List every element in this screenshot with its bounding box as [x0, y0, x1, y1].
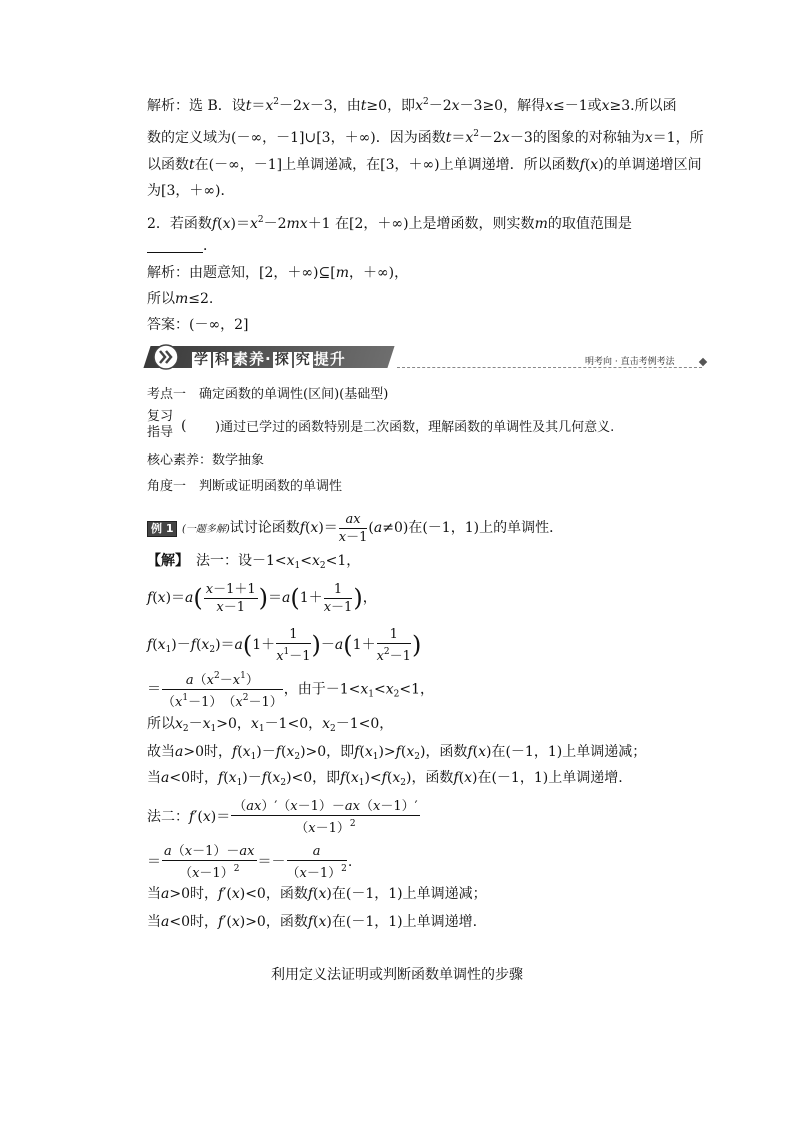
kaodian-title: 考点一 确定函数的单调性(区间)(基础型) [147, 387, 389, 402]
banner-subtitle: 明考向 · 直击考例考法 [585, 357, 675, 367]
review-label-1: 复习 [147, 409, 174, 424]
diamond-icon [699, 358, 707, 366]
equation-1: f(x)＝a( $\frac{x-1+1}{x-1}$ )＝a(1＋ $\frac{1}{x-1}$ )， [147, 581, 377, 615]
deriv-negative: 当a<0时，f′(x)>0，函数f(x)在(－1，1)上单调递增. [147, 914, 478, 930]
solution1-line2: 数的定义域为(－∞，－1]∪[3，＋∞)．因为函数$t=x^2-2x-3$的图象的对称轴为x＝1，所 [147, 129, 704, 146]
banner-title: 学 科 素养· 探 究 提升 [194, 350, 346, 368]
double-chevron-icon [153, 344, 179, 370]
method2: 法二：f′(x)＝ $\frac{(ax)'(x-1)-ax(x-1)'}{(x-1)^2}$ [147, 798, 418, 836]
example-1: 例 1 (一题多解)试讨论函数f(x)＝ $\frac{ax}{x-1}$ (a≠0)在(－1，1)上的单调性． [147, 510, 563, 548]
case-negative: 当a<0时，$f(x_1)-f(x_2)<0$，即$f(x_1)<f(x_2)$，函数f(x)在(－1，1)上单调递增. [147, 770, 623, 788]
angle-title: 角度一 判断或证明函数的单调性 [147, 479, 343, 494]
example-badge: 例 1 [147, 521, 177, 537]
case-positive: 故当a>0时，$f(x_1)-f(x_2)>0$，即$f(x_1)>f(x_2)$，函数f(x)在(－1，1)上单调递减； [147, 744, 647, 762]
solution1-line1: 解析：选 B．设$t=x^2-2x-3$，由t≥0，即$x^2-2x-3\ge 0$，解得x≤－1或x≥3.所以函 [147, 97, 677, 114]
answer-blank: ． [147, 236, 217, 256]
deriv-positive: 当a>0时，f′(x)<0，函数f(x)在(－1，1)上单调递减； [147, 886, 487, 902]
review-text: )通过已学过的函数特别是二次函数，理解函数的单调性及其几何意义. [215, 420, 615, 435]
solution-method1: 【解】 法一：设$-1<x_1<x_2<1$， [147, 553, 361, 571]
review-label-2: 指导 [147, 425, 174, 440]
problem2-answer: 答案：(－∞，2] [147, 317, 249, 333]
problem2-line1: 2．若函数$f(x)=x^2-2mx+1$ 在[2，＋∞)上是增函数，则实数m的取值范围是 [147, 215, 632, 232]
problem2-analysis: 解析：由题意知，[2，＋∞)⊆[m，＋∞)， [147, 265, 409, 281]
section-banner [147, 343, 707, 373]
core-literacy: 核心素养：数学抽象 [147, 453, 265, 468]
method2-step: ＝ $\frac{a(x-1)-ax}{(x-1)^2}$ ＝－ $\frac{a}{(x-1)^2}$ . [147, 843, 353, 881]
banner-dashed-rule [397, 367, 702, 368]
problem2-so: 所以m≤2. [147, 291, 214, 307]
equation-2: $f(x_1)-f(x_2)=a(1+$ $\frac{1}{x^1-1}$ )－a(1＋ $\frac{1}{x^2-1}$ ) [147, 626, 422, 664]
section-title: 利用定义法证明或判断函数单调性的步骤 [271, 967, 523, 983]
equation-3: ＝ $\frac{a(x^2-x^1)}{(x^1-1) (x^2-1)}$ ，由于$-1<x_1<x_2<1$， [147, 668, 434, 715]
left-paren: ( [181, 418, 187, 434]
solution1-line4: 为[3，＋∞)． [147, 183, 235, 199]
solution1-line3: 以函数t在(－∞，－1]上单调递减，在[3，＋∞)上单调递增．所以函数f(x)的单调递增区间 [147, 157, 702, 173]
solution-so: 所以$x_2-x_1>0$，$x_1-1<0$，$x_2-1<0$， [147, 716, 394, 734]
